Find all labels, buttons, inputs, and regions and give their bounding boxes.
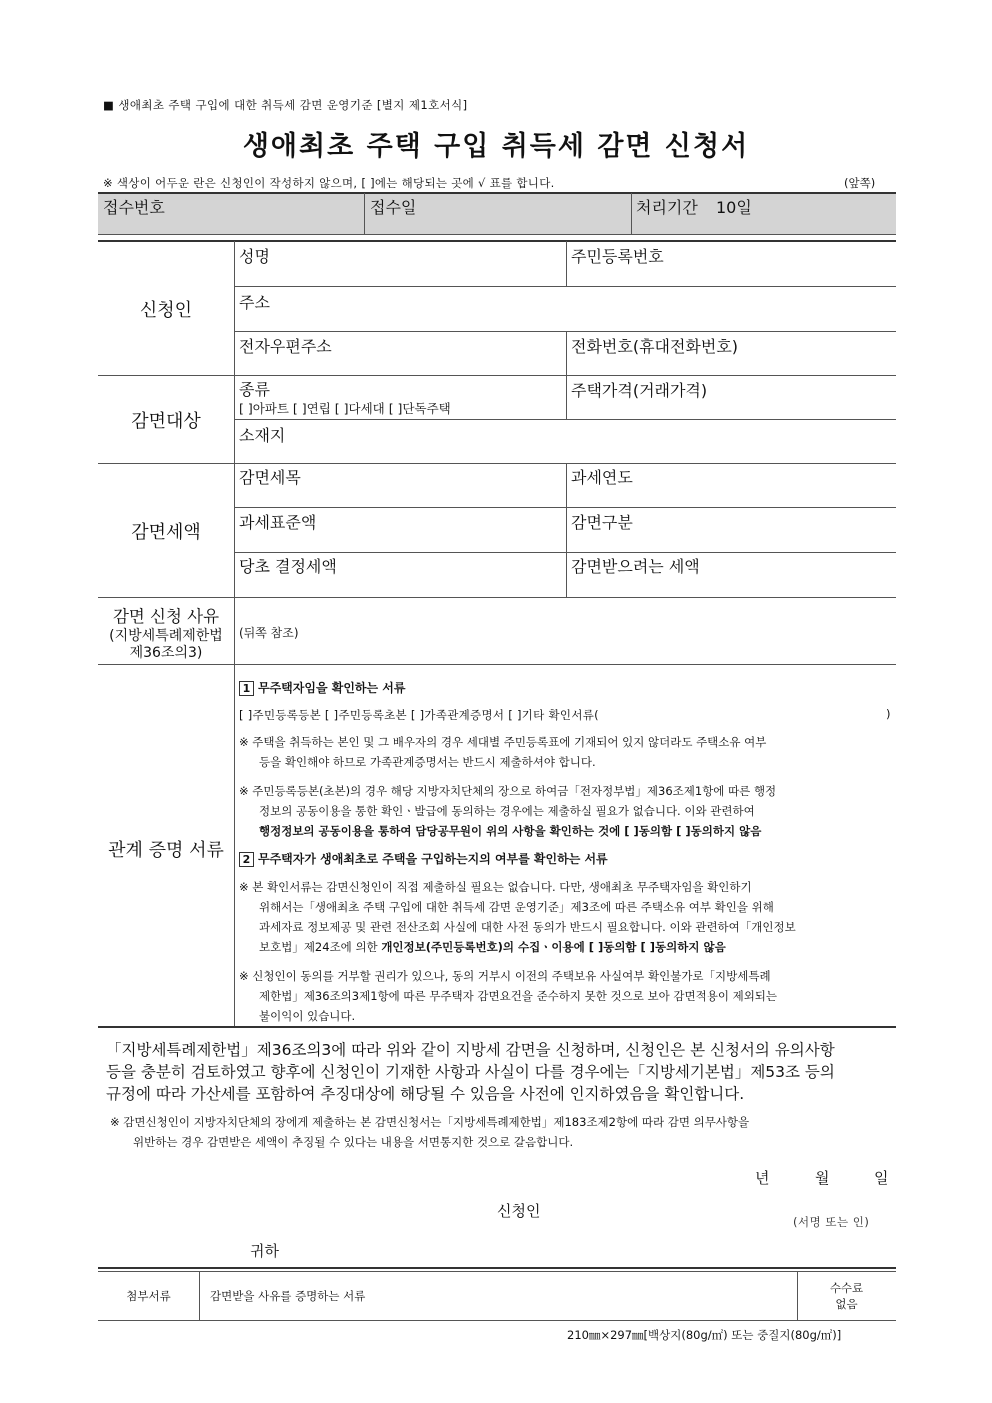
tax-item-field[interactable]: 감면세목 <box>239 468 301 487</box>
receipt-number-label: 접수번호 <box>103 198 165 217</box>
reason-law-line: (지방세특례제한법 <box>109 628 223 644</box>
note-4-line-2: 제한법」제36조의3제1항에 따른 무주택자 감면요건을 준수하지 못한 것으로 보아 감면적용이 제외되는 <box>259 989 778 1003</box>
applicant-signature-label: 신청인 <box>497 1202 541 1220</box>
addressee-label: 귀하 <box>250 1242 279 1260</box>
instruction-note: ※ 색상이 어두운 란은 신청인이 작성하지 않으며, [ ]에는 해당되는 곳에 √ 표를 합니다. <box>103 176 555 190</box>
house-kind-checkboxes[interactable]: [ ]아파트 [ ]연립 [ ]다세대 [ ]단독주택 <box>239 401 451 416</box>
address-field[interactable]: 주소 <box>239 293 270 312</box>
proof-document-closing-paren: ) <box>886 707 891 721</box>
requested-tax-field[interactable]: 감면받으려는 세액 <box>571 557 700 576</box>
note-3-line-1: ※ 본 확인서류는 감면신청인이 직접 제출하실 필요는 없습니다. 다만, 생애최초 무주택자임을 확인하기 <box>239 880 752 894</box>
notice-line-1: ※ 감면신청인이 지방자치단체의 장에게 제출하는 본 감면신청서는「지방세특례제한법」제183조제2항에 따라 감면 의무사항을 <box>110 1115 750 1129</box>
reason-section-label: 감면 신청 사유 <box>112 607 220 626</box>
note-3-line-3: 과세자료 정보제공 및 관련 전산조회 사실에 대한 사전 동의가 반드시 필요합니다. 이와 관련하여「개인정보 <box>259 920 796 934</box>
proof-document-checkboxes[interactable]: [ ]주민등록등본 [ ]주민등록초본 [ ]가족관계증명서 [ ]기타 확인서류( <box>239 708 599 722</box>
note-3-line-4-lead: 보호법」제24조에 의한 <box>259 940 382 954</box>
form-reference: ■ 생애최초 주택 구입에 대한 취득세 감면 운영기준 [별지 제1호서식] <box>103 98 468 112</box>
initial-tax-field[interactable]: 당초 결정세액 <box>239 557 337 576</box>
fee-value: 없음 <box>835 1297 858 1311</box>
number-box-1: 1 <box>239 681 254 696</box>
note-4-line-1: ※ 신청인이 동의를 거부할 권리가 있으나, 동의 거부시 이전의 주택보유 사실여부 확인불가로「지방세특례 <box>239 969 771 983</box>
applicant-section-label: 신청인 <box>139 300 193 321</box>
date-month-label[interactable]: 월 <box>815 1169 830 1187</box>
phone-field[interactable]: 전화번호(휴대전화번호) <box>571 337 739 356</box>
name-field[interactable]: 성명 <box>239 247 270 266</box>
page-title: 생애최초 주택 구입 취득세 감면 신청서 <box>242 131 750 162</box>
note-4-line-3: 불이익이 있습니다. <box>259 1009 356 1023</box>
resident-number-field[interactable]: 주민등록번호 <box>571 247 664 266</box>
processing-period-label: 처리기간 <box>636 198 698 217</box>
declaration-line-2: 등을 충분히 검토하였고 향후에 신청인이 기재한 사항과 사실이 다를 경우에는「지방세기본법」제53조 등의 <box>106 1063 835 1081</box>
number-box-2: 2 <box>239 852 254 867</box>
signature-field[interactable]: (서명 또는 인) <box>793 1215 870 1229</box>
receipt-date-label: 접수일 <box>370 198 417 217</box>
processing-period-value: 10일 <box>716 198 752 217</box>
note-1-line-2: 등을 확인해야 하므로 가족관계증명서는 반드시 제출하셔야 합니다. <box>259 755 596 769</box>
note-1-line-1: ※ 주택을 취득하는 본인 및 그 배우자의 경우 세대별 주민등록표에 기재되어 있지 않더라도 주택소유 여부 <box>239 735 767 749</box>
declaration-line-3: 규정에 따라 가산세를 포함하여 추징대상에 해당될 수 있음을 사전에 인지하였음을 확인합니다. <box>106 1085 745 1103</box>
note-2-line-1: ※ 주민등록등본(초본)의 경우 해당 지방자치단체의 장으로 하여금「전자정부법」제36조제1항에 따른 행정 <box>239 784 777 798</box>
note-3-line-2: 위해서는「생애최초 주택 구입에 대한 취득세 감면 운영기준」제3조에 따른 주택소유 여부 확인을 위해 <box>259 900 774 914</box>
page-side-label: (앞쪽) <box>844 176 876 190</box>
note-3-consent-text[interactable]: 개인정보(주민등록번호)의 수집ㆍ이용에 [ ]동의함 [ ]동의하지 않음 <box>381 940 726 954</box>
proof-heading-2 <box>239 850 608 867</box>
proof-heading-1 <box>239 679 405 696</box>
attachment-label: 첨부서류 <box>126 1289 171 1303</box>
email-field[interactable]: 전자우편주소 <box>239 337 332 356</box>
proof-heading-1-text: 무주택자임을 확인하는 서류 <box>258 681 406 695</box>
tax-year-field[interactable]: 과세연도 <box>571 468 633 487</box>
attachment-value: 감면받을 사유를 증명하는 서류 <box>210 1289 366 1303</box>
reduction-category-field[interactable]: 감면구분 <box>571 513 633 532</box>
fee-label: 수수료 <box>829 1281 864 1295</box>
proof-heading-2-text: 무주택자가 생애최초로 주택을 구입하는지의 여부를 확인하는 서류 <box>258 852 608 866</box>
note-3-line-4[interactable] <box>259 937 726 958</box>
declaration-line-1: 「지방세특례제한법」제36조의3에 따라 위와 같이 지방세 감면을 신청하며, 신청인은 본 신청서의 유의사항 <box>106 1041 835 1059</box>
date-day-label[interactable]: 일 <box>874 1169 889 1187</box>
target-section-label: 감면대상 <box>131 411 201 432</box>
reason-value: (뒤쪽 참조) <box>239 626 299 640</box>
house-kind-label: 종류 <box>239 380 270 399</box>
house-price-field[interactable]: 주택가격(거래가격) <box>571 381 708 400</box>
date-year-label[interactable]: 년 <box>755 1169 770 1187</box>
note-2-line-2: 정보의 공동이용을 통한 확인ㆍ발급에 동의하는 경우에는 제출하실 필요가 없습니다. 이와 관련하여 <box>259 804 755 818</box>
note-2-consent-line[interactable]: 행정정보의 공동이용을 통하여 담당공무원이 위의 사항을 확인하는 것에 [ ]동의함 [ ]동의하지 않음 <box>259 824 762 838</box>
tax-base-field[interactable]: 과세표준액 <box>239 513 317 532</box>
reason-article-line: 제36조의3) <box>129 645 203 661</box>
office-use-row <box>98 193 896 234</box>
tax-section-label: 감면세액 <box>131 522 201 543</box>
paper-spec: 210㎜×297㎜[백상지(80g/㎡) 또는 중질지(80g/㎡)] <box>567 1328 842 1342</box>
location-field[interactable]: 소재지 <box>239 426 286 445</box>
proof-section-label: 관계 증명 서류 <box>108 840 224 861</box>
notice-line-2: 위반하는 경우 감면받은 세액이 추징될 수 있다는 내용을 서면통지한 것으로 갈음합니다. <box>133 1135 574 1149</box>
